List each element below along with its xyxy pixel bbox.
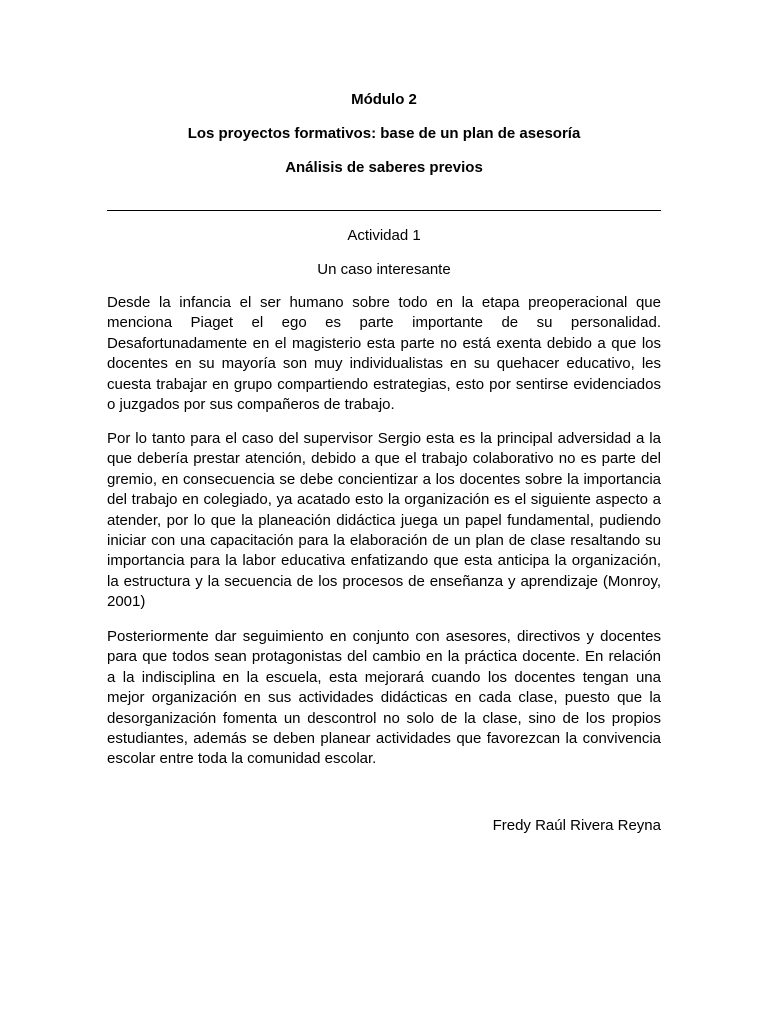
body-paragraph-3: Posteriormente dar seguimiento en conjunto con asesores, directivos y docentes para que todos sean protagonistas del cambio en la práctica docente. En relación a la indisciplina en la escuela, esta mejorará cuando los docentes tengan una mejor organización en sus actividades didácticas en cada clase, puesto que la desorganización fomenta un descontrol no solo de la clase, sino de los propios estudiantes, además se deben planear actividades que favorezcan la convivencia escolar entre toda la comunidad escolar.: [107, 628, 661, 768]
body-paragraph-2: Por lo tanto para el caso del supervisor Sergio esta es la principal adversidad a la que debería prestar atención, debido a que el trabajo colaborativo no es parte del gremio, en consecuencia se debe concientizar a los docentes sobre la importancia del trabajo en colegiado, ya acatado esto la organización es el siguiente aspecto a atender, por lo que la planeación didáctica juega un papel fundamental, pudiendo iniciar con una capacitación para la elaboración de un plan de clase resaltando su importancia para la labor educativa enfatizando que esta anticipa la organización, la estructura y la secuencia de los procesos de enseñanza y aprendizaje (Monroy, 2001): [107, 430, 661, 611]
body-paragraph-1: Desde la infancia el ser humano sobre todo en la etapa preoperacional que menciona Piaget el ego es parte importante de su personalidad. Desafortunadamente en el magisterio esta parte no está exenta debido a que los docentes en su mayoría son muy individualistas en su quehacer educativo, les cuesta trabajar en grupo compartiendo estrategias, esto por sentirse evidenciados o juzgados por sus compañeros de trabajo.: [107, 294, 661, 414]
document-title: Los proyectos formativos: base de un plan de asesoría: [187, 125, 581, 142]
document-subtitle: Análisis de saberes previos: [285, 159, 483, 176]
module-heading: Módulo 2: [351, 91, 417, 108]
author-signature: Fredy Raúl Rivera Reyna: [492, 817, 661, 834]
case-title: Un caso interesante: [317, 261, 451, 278]
horizontal-divider: [107, 210, 661, 211]
activity-label: Actividad 1: [347, 227, 421, 244]
